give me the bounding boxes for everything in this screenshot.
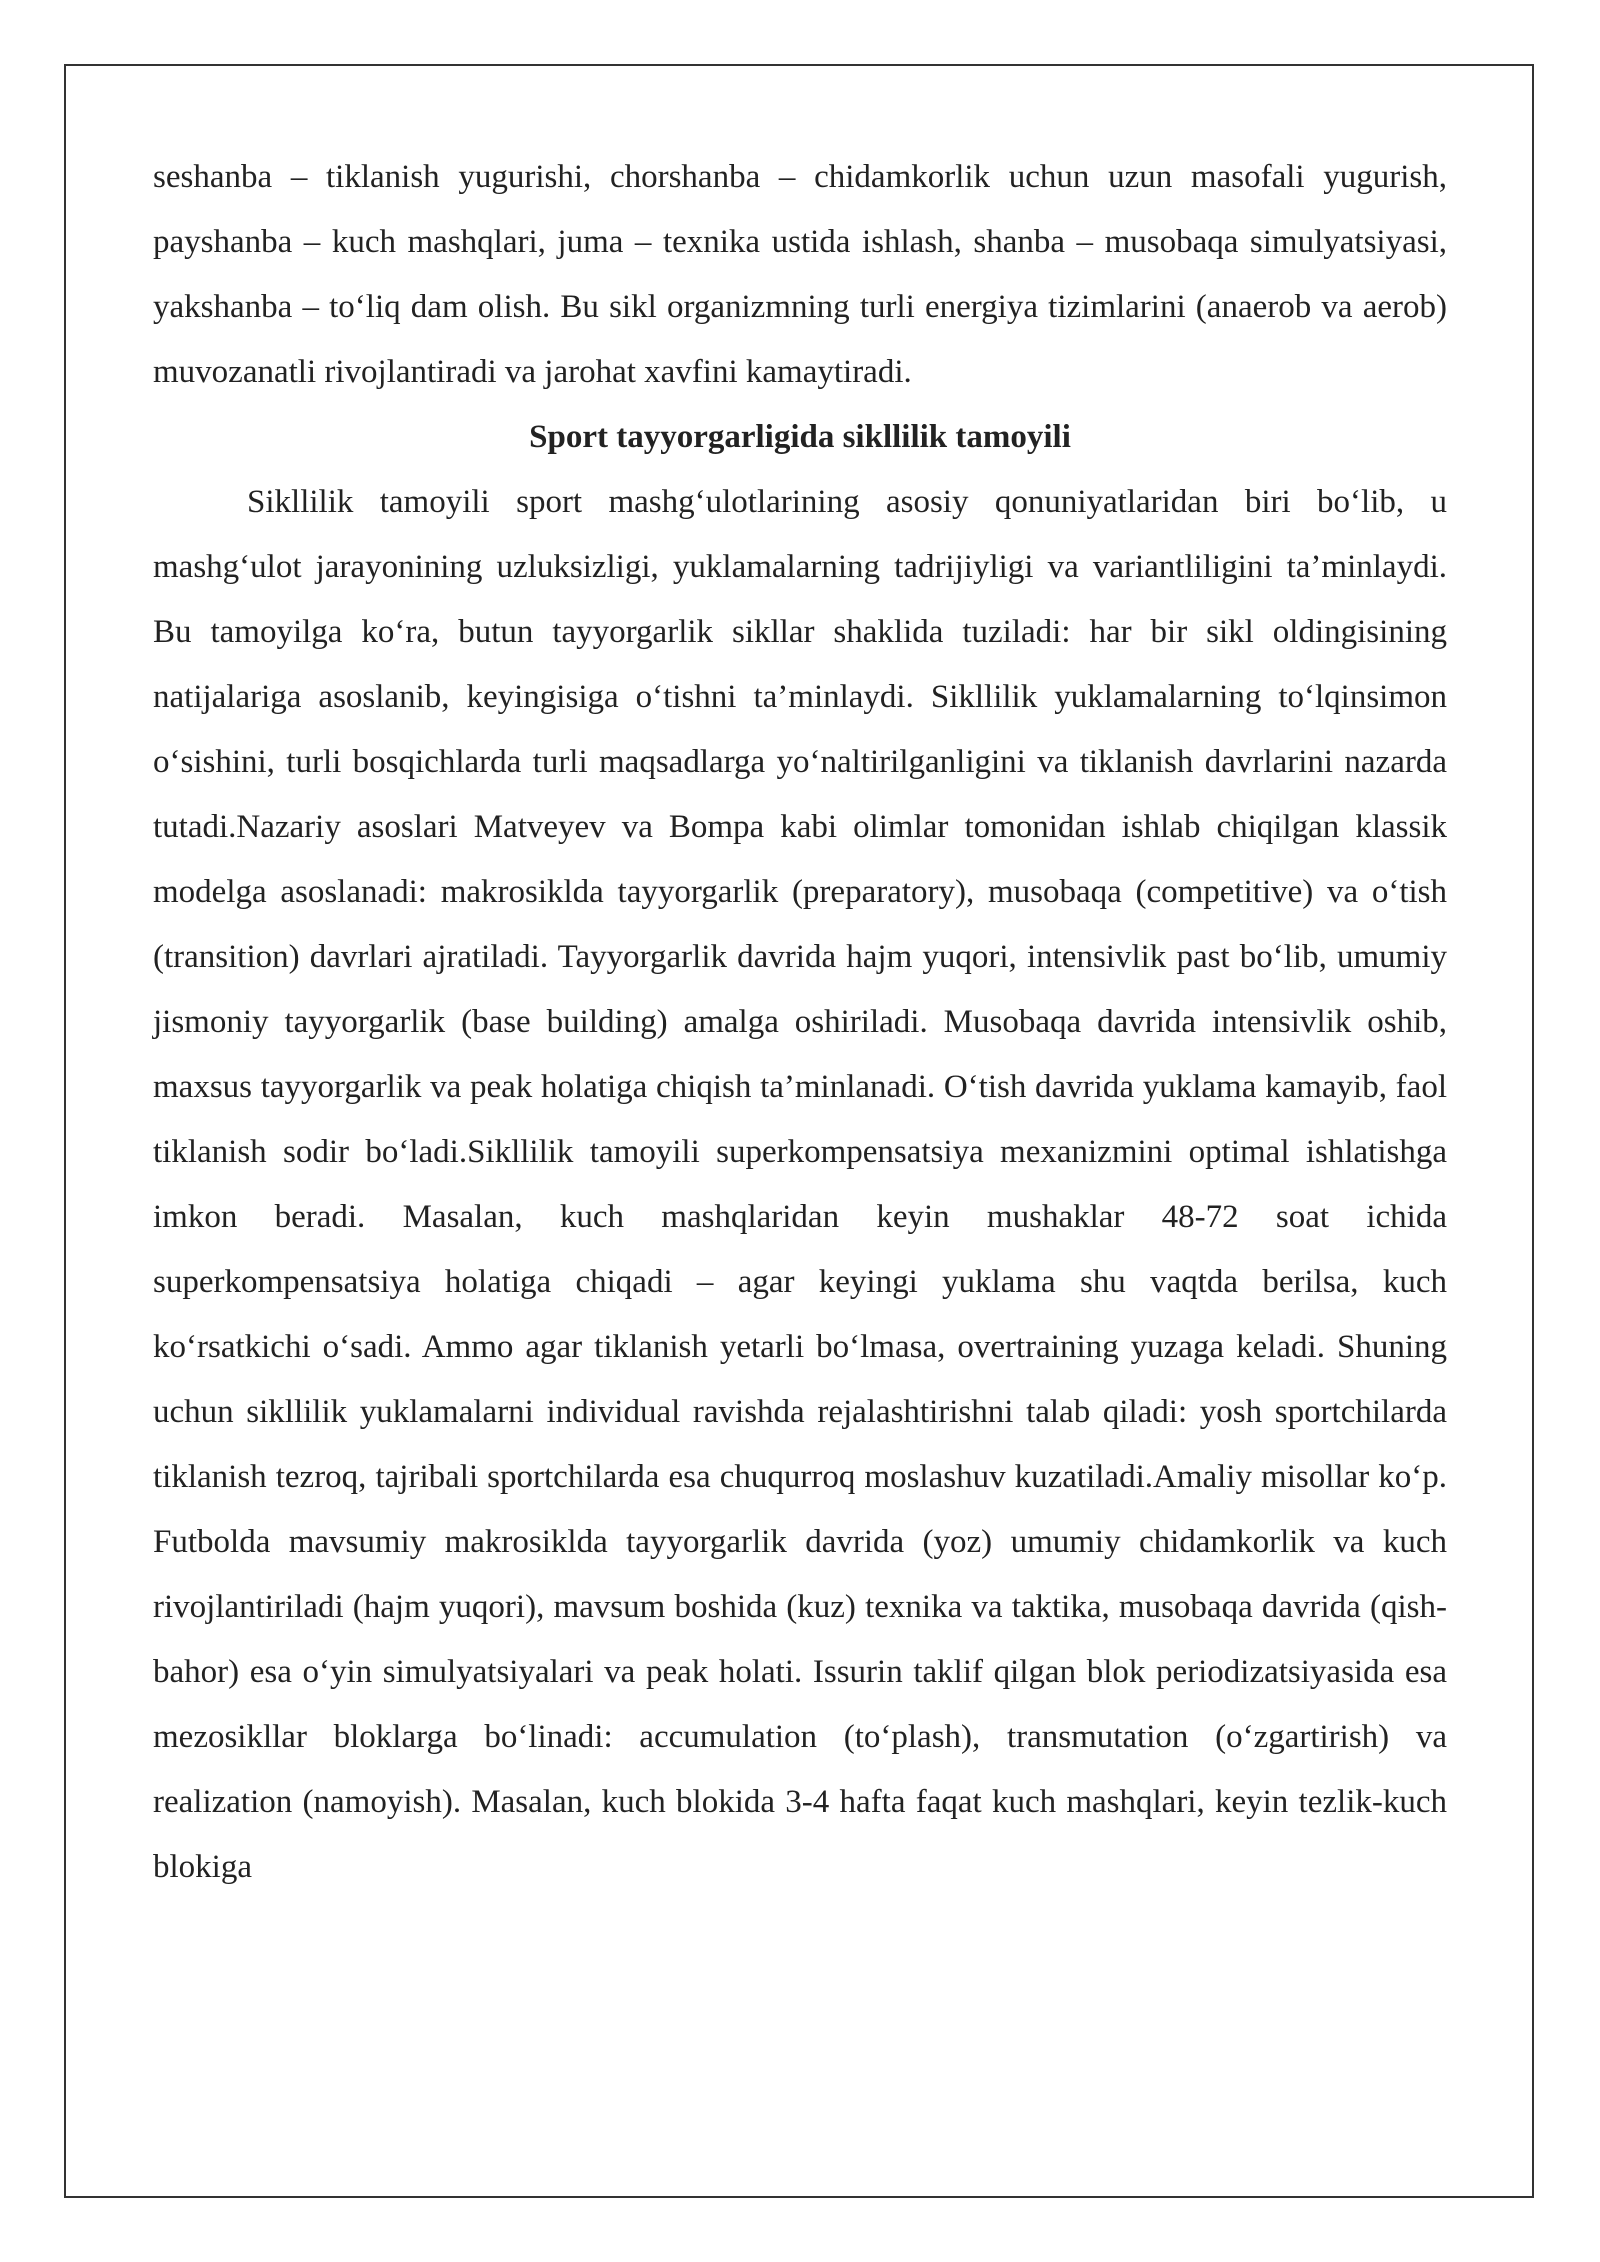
paragraph-2: Sikllilik tamoyili sport mashg‘ulotlarining asosiy qonuniyatlaridan biri bo‘lib, u mashg‘ulot jarayonining uzluksizligi, yuklamalarning tadrijiyligi va variantliligini ta’minlaydi. Bu tamoyilga ko‘ra, butun tayyorgarlik sikllar shaklida tuziladi: har bir sikl oldingisining natijalariga asoslanib, keyingisiga o‘tishni ta’minlaydi. Sikllilik yuklamalarning to‘lqinsimon o‘sishini, turli bosqichlarda turli maqsadlarga yo‘naltirilganligini va tiklanish davrlarini nazarda tutadi.Nazariy asoslari Matveyev va Bompa kabi olimlar tomonidan ishlab chiqilgan klassik modelga asoslanadi: makrosiklda tayyorgarlik (preparatory), musobaqa (competitive) va o‘tish (transition) davrlari ajratiladi. Tayyorgarlik davrida hajm yuqori, intensivlik past bo‘lib, umumiy jismoniy tayyorgarlik (base building) amalga oshiriladi. Musobaqa davrida intensivlik oshib, maxsus tayyorgarlik va peak holatiga chiqish ta’minlanadi. O‘tish davrida yuklama kamayib, faol tiklanish sodir bo‘ladi.Sikllilik tamoyili superkompensatsiya mexanizmini optimal ishlatishga imkon beradi. Masalan, kuch mashqlaridan keyin mushaklar 48-72 soat ichida superkompensatsiya holatiga chiqadi – agar keyingi yuklama shu vaqtda berilsa, kuch ko‘rsatkichi o‘sadi. Ammo agar tiklanish yetarli bo‘lmasa, overtraining yuzaga keladi. Shuning uchun sikllilik yuklamalarni individual ravishda rejalashtirishni talab qiladi: yosh sportchilarda tiklanish tezroq, tajribali sportchilarda esa chuqurroq moslashuv kuzatiladi.Amaliy misollar ko‘p. Futbolda mavsumiy makrosiklda tayyorgarlik davrida (yoz) umumiy chidamkorlik va kuch rivojlantiriladi (hajm yuqori), mavsum boshida (kuz) texnika va taktika, musobaqa davrida (qish-bahor) esa o‘yin simulyatsiyalari va peak holati. Issurin taklif qilgan blok periodizatsiyasida esa mezosikllar bloklarga bo‘linadi: accumulation (to‘plash), transmutation (o‘zgartirish) va realization (namoyish). Masalan, kuch blokida 3-4 hafta faqat kuch mashqlari, keyin tezlik-kuch blokiga xyxy=(153,484,1447,1885)
document-body xyxy=(153,145,1447,1900)
paragraph-1: seshanba – tiklanish yugurishi, chorshanba – chidamkorlik uchun uzun masofali yugurish, payshanba – kuch mashqlari, juma – texnika ustida ishlash, shanba – musobaqa simulyatsiyasi, yakshanba – to‘liq dam olish. Bu sikl organizmning turli energiya tizimlarini (anaerob va aerob) muvozanatli rivojlantiradi va jarohat xavfini kamaytiradi. xyxy=(153,159,1447,390)
section-heading: Sport tayyorgarligida sikllilik tamoyili xyxy=(529,419,1071,455)
